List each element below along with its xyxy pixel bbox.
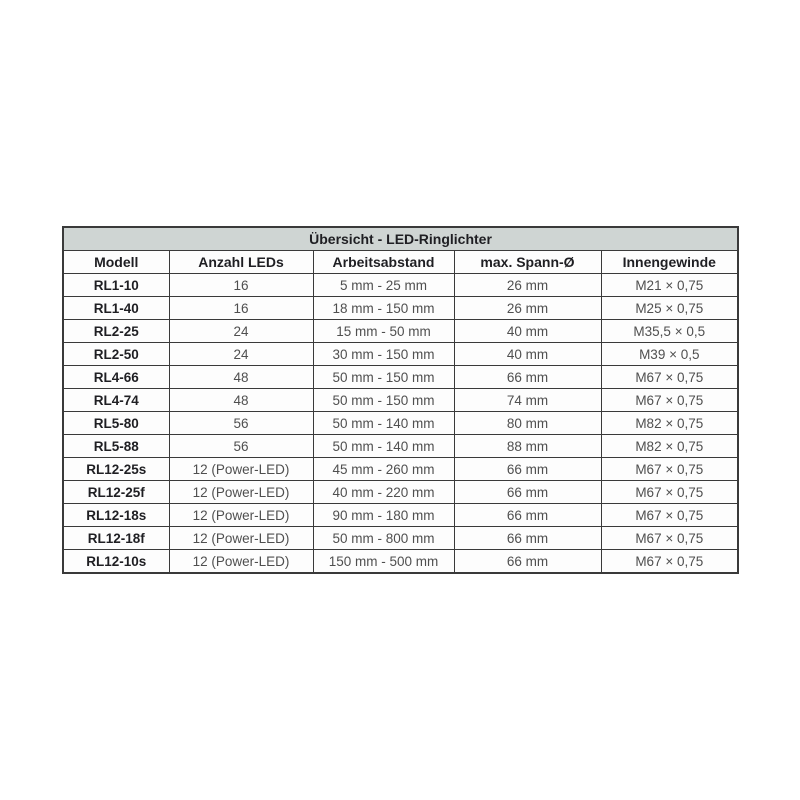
- data-cell: 50 mm - 150 mm: [313, 389, 454, 412]
- table-row: [63, 458, 738, 481]
- table-row: [63, 550, 738, 574]
- data-cell: M67 × 0,75: [601, 366, 738, 389]
- column-header-0: Modell: [63, 251, 169, 274]
- table-row: [63, 366, 738, 389]
- model-cell: RL4-74: [63, 389, 169, 412]
- model-cell: RL2-50: [63, 343, 169, 366]
- table-row: [63, 343, 738, 366]
- data-cell: 12 (Power-LED): [169, 504, 313, 527]
- data-cell: M21 × 0,75: [601, 274, 738, 297]
- data-cell: M67 × 0,75: [601, 550, 738, 574]
- data-cell: M82 × 0,75: [601, 435, 738, 458]
- model-cell: RL12-18f: [63, 527, 169, 550]
- data-cell: 48: [169, 389, 313, 412]
- data-cell: 40 mm: [454, 320, 601, 343]
- data-cell: 16: [169, 297, 313, 320]
- table-header-row: [63, 251, 738, 274]
- data-cell: 16: [169, 274, 313, 297]
- model-cell: RL5-88: [63, 435, 169, 458]
- data-cell: 80 mm: [454, 412, 601, 435]
- data-cell: M39 × 0,5: [601, 343, 738, 366]
- table-row: [63, 320, 738, 343]
- data-cell: 56: [169, 412, 313, 435]
- data-cell: 12 (Power-LED): [169, 458, 313, 481]
- model-cell: RL4-66: [63, 366, 169, 389]
- table-row: [63, 274, 738, 297]
- table-body: [63, 274, 738, 574]
- model-cell: RL1-10: [63, 274, 169, 297]
- table-row: [63, 389, 738, 412]
- model-cell: RL2-25: [63, 320, 169, 343]
- data-cell: 18 mm - 150 mm: [313, 297, 454, 320]
- model-cell: RL12-25f: [63, 481, 169, 504]
- data-cell: 66 mm: [454, 550, 601, 574]
- data-cell: 12 (Power-LED): [169, 527, 313, 550]
- data-cell: 5 mm - 25 mm: [313, 274, 454, 297]
- data-cell: 66 mm: [454, 481, 601, 504]
- data-cell: 66 mm: [454, 458, 601, 481]
- table-row: [63, 297, 738, 320]
- column-header-4: Innengewinde: [601, 251, 738, 274]
- data-cell: 12 (Power-LED): [169, 481, 313, 504]
- data-cell: M82 × 0,75: [601, 412, 738, 435]
- table-row: [63, 481, 738, 504]
- column-header-1: Anzahl LEDs: [169, 251, 313, 274]
- data-cell: 66 mm: [454, 504, 601, 527]
- model-cell: RL12-25s: [63, 458, 169, 481]
- led-ringlight-spec-table: [62, 226, 739, 574]
- data-cell: 56: [169, 435, 313, 458]
- data-cell: 50 mm - 800 mm: [313, 527, 454, 550]
- data-cell: 66 mm: [454, 527, 601, 550]
- data-cell: M67 × 0,75: [601, 527, 738, 550]
- data-cell: 50 mm - 140 mm: [313, 435, 454, 458]
- data-cell: 26 mm: [454, 274, 601, 297]
- data-cell: 74 mm: [454, 389, 601, 412]
- data-cell: 30 mm - 150 mm: [313, 343, 454, 366]
- data-cell: 26 mm: [454, 297, 601, 320]
- data-cell: 66 mm: [454, 366, 601, 389]
- data-cell: 24: [169, 320, 313, 343]
- column-header-3: max. Spann-Ø: [454, 251, 601, 274]
- data-cell: 88 mm: [454, 435, 601, 458]
- data-cell: 50 mm - 140 mm: [313, 412, 454, 435]
- data-cell: M35,5 × 0,5: [601, 320, 738, 343]
- table-row: [63, 412, 738, 435]
- table-row: [63, 435, 738, 458]
- data-cell: M25 × 0,75: [601, 297, 738, 320]
- data-cell: 45 mm - 260 mm: [313, 458, 454, 481]
- data-cell: 150 mm - 500 mm: [313, 550, 454, 574]
- table-title-row: [63, 227, 738, 251]
- column-header-2: Arbeitsabstand: [313, 251, 454, 274]
- data-cell: M67 × 0,75: [601, 458, 738, 481]
- data-cell: 15 mm - 50 mm: [313, 320, 454, 343]
- data-cell: 24: [169, 343, 313, 366]
- model-cell: RL5-80: [63, 412, 169, 435]
- table-title: Übersicht - LED-Ringlichter: [63, 227, 738, 251]
- table-row: [63, 527, 738, 550]
- model-cell: RL1-40: [63, 297, 169, 320]
- data-cell: M67 × 0,75: [601, 504, 738, 527]
- data-cell: 90 mm - 180 mm: [313, 504, 454, 527]
- data-cell: 40 mm: [454, 343, 601, 366]
- model-cell: RL12-10s: [63, 550, 169, 574]
- data-cell: 40 mm - 220 mm: [313, 481, 454, 504]
- model-cell: RL12-18s: [63, 504, 169, 527]
- data-cell: 50 mm - 150 mm: [313, 366, 454, 389]
- data-cell: M67 × 0,75: [601, 389, 738, 412]
- data-cell: 12 (Power-LED): [169, 550, 313, 574]
- table-row: [63, 504, 738, 527]
- data-cell: 48: [169, 366, 313, 389]
- data-cell: M67 × 0,75: [601, 481, 738, 504]
